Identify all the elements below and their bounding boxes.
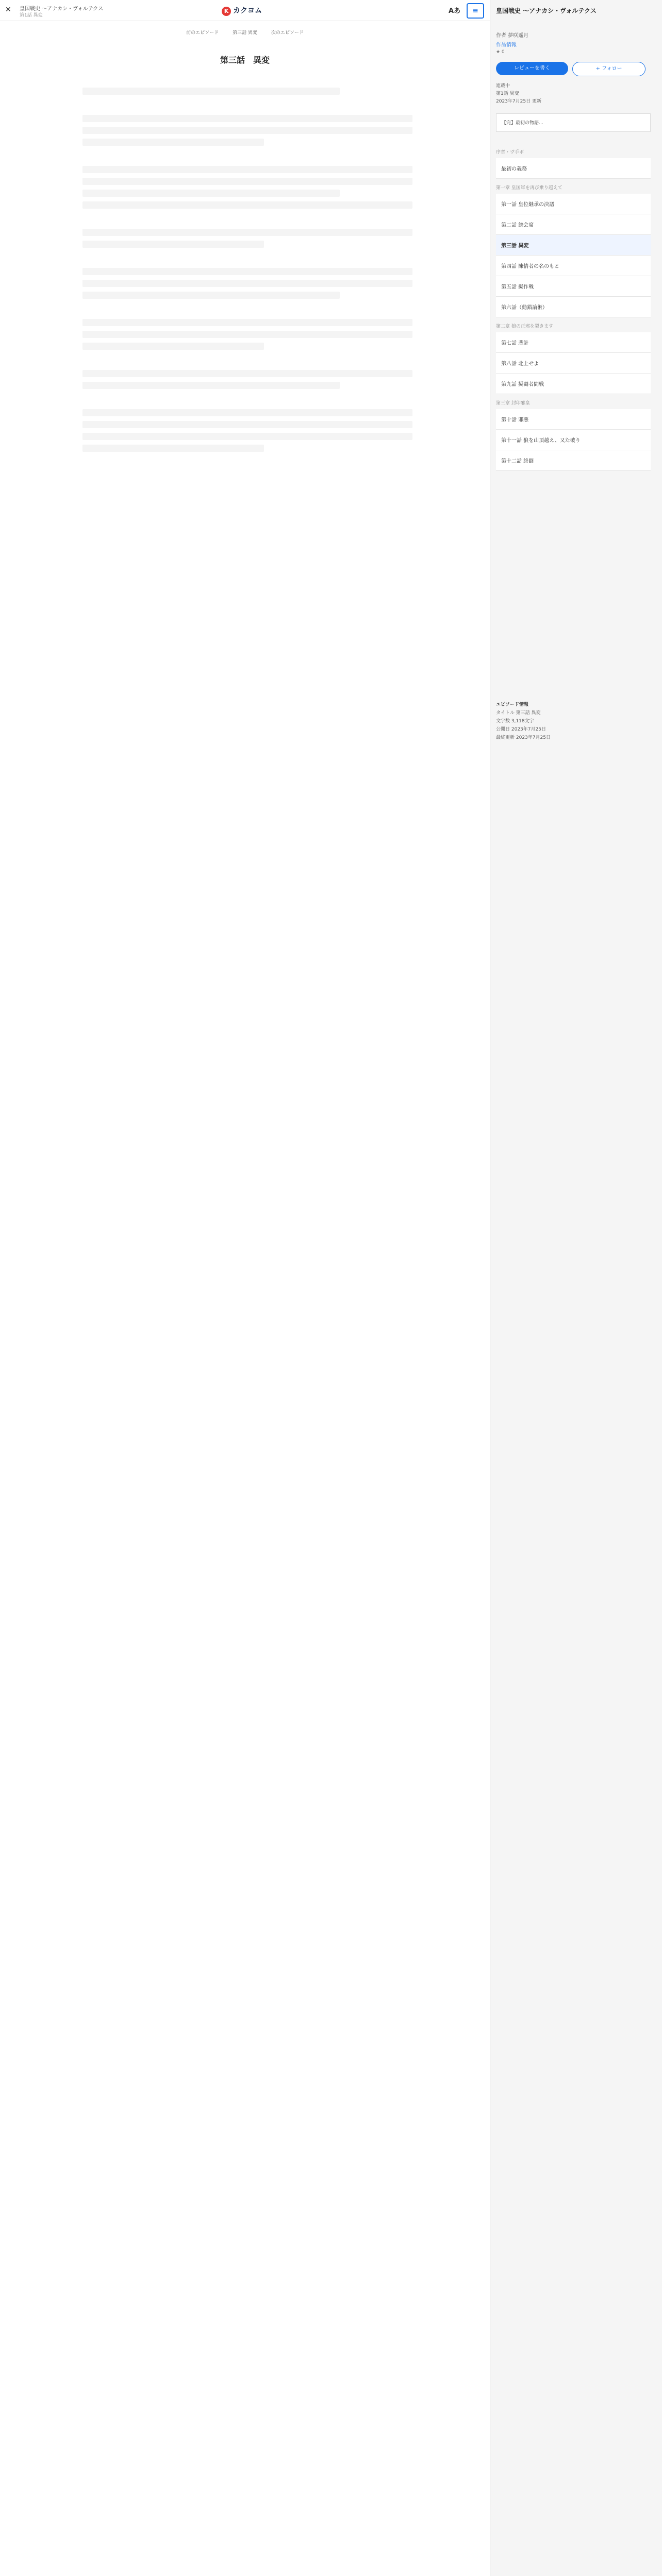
write-review-button[interactable]: レビューを書く: [496, 62, 568, 75]
work-info-link[interactable]: 作品情報: [496, 42, 517, 48]
toc-chapter: 第一章 皇国軍を再び乗り越えて: [496, 185, 562, 191]
logo-icon: K: [222, 7, 231, 16]
text-line: [82, 280, 412, 287]
toc-list: [496, 143, 651, 471]
text-line: [82, 201, 412, 209]
toc-item[interactable]: 第六話（動錯論術）: [496, 297, 651, 317]
text-line: [82, 268, 412, 275]
text-line: [82, 241, 264, 248]
toc-head: 序章・ヴ手ボ: [496, 150, 524, 155]
text-line: [82, 370, 412, 377]
work-status: [496, 82, 651, 106]
intro-box[interactable]: 【完】最初の物語…: [496, 113, 651, 132]
text-line: [82, 166, 412, 173]
toc-item-current[interactable]: 第三話 異変: [496, 235, 651, 256]
toc-chapter: 第三章 封印邪皇: [496, 401, 530, 406]
toc-item[interactable]: 第十一話 狼を山頂越え、又た破り: [496, 430, 651, 450]
toc-item[interactable]: 第十二話 終闘: [496, 450, 651, 471]
author-line: 第1話 異変: [20, 13, 43, 18]
info-head: エピソード情報: [496, 702, 529, 707]
episode-title: 第三話 異変: [220, 55, 270, 65]
next-episode-link[interactable]: 次のエピソード: [271, 30, 304, 36]
episode-body: [82, 88, 412, 456]
toc-item[interactable]: 最初の義務: [496, 158, 651, 179]
toc-item[interactable]: 第九話 擬闘者間戦: [496, 374, 651, 394]
current-episode-label: 第三話 異変: [233, 30, 257, 36]
rating: ★ 0: [496, 49, 505, 55]
text-line: [82, 331, 412, 338]
top-bar: [0, 0, 490, 21]
text-line: [82, 421, 412, 428]
text-line: [82, 139, 264, 146]
text-line: [82, 115, 412, 122]
toc-item[interactable]: 第十話 邪悪: [496, 409, 651, 430]
text-line: [82, 343, 264, 350]
toc-item[interactable]: 第八話 北上せよ: [496, 353, 651, 374]
text-line: [82, 127, 412, 134]
info-title: タイトル 第三話 異変: [496, 710, 541, 716]
episode-nav: [0, 29, 490, 36]
toc-item[interactable]: 第四話 陳情者の名のもと: [496, 256, 651, 276]
site-logo[interactable]: K カクヨム: [222, 5, 262, 16]
status-label: 連載中: [496, 83, 510, 89]
back-arrow-icon[interactable]: ✕: [5, 6, 11, 14]
toc-chapter: 第二章 狼の正邪を裂きます: [496, 324, 553, 329]
font-size-button[interactable]: Aあ: [449, 7, 461, 15]
text-line: [82, 433, 412, 440]
status-updated: 2023年7月25日 更新: [496, 99, 541, 104]
text-line: [82, 445, 264, 452]
info-updated: 最終更新 2023年7月25日: [496, 735, 551, 740]
episode-info: [496, 701, 651, 742]
info-chars: 文字数 3,118文字: [496, 719, 534, 724]
sidebar-work-title[interactable]: 皇国戦史 〜アナカシ・ヴォルテクス: [496, 7, 597, 14]
work-title[interactable]: 皇国戦史 〜アナカシ・ヴォルテクス: [20, 6, 104, 12]
toc-item[interactable]: 第五話 擬作戦: [496, 276, 651, 297]
text-line: [82, 88, 340, 95]
text-line: [82, 319, 412, 326]
toc-item[interactable]: 第二話 総会席: [496, 214, 651, 235]
follow-button[interactable]: + フォロー: [572, 62, 646, 76]
sidebar-author[interactable]: 作者 夢咲遥月: [496, 33, 529, 39]
text-line: [82, 229, 412, 236]
text-line: [82, 178, 412, 185]
text-line: [82, 382, 340, 389]
text-line: [82, 292, 340, 299]
text-line: [82, 190, 340, 197]
toc-item[interactable]: 第一話 皇位継承の決議: [496, 194, 651, 214]
status-latest: 第1話 異変: [496, 91, 519, 96]
info-published: 公開日 2023年7月25日: [496, 727, 546, 732]
toc-item[interactable]: 第七話 悲計: [496, 332, 651, 353]
menu-icon[interactable]: ≡: [467, 3, 484, 19]
text-line: [82, 409, 412, 416]
prev-episode-link[interactable]: 前のエピソード: [186, 30, 219, 36]
